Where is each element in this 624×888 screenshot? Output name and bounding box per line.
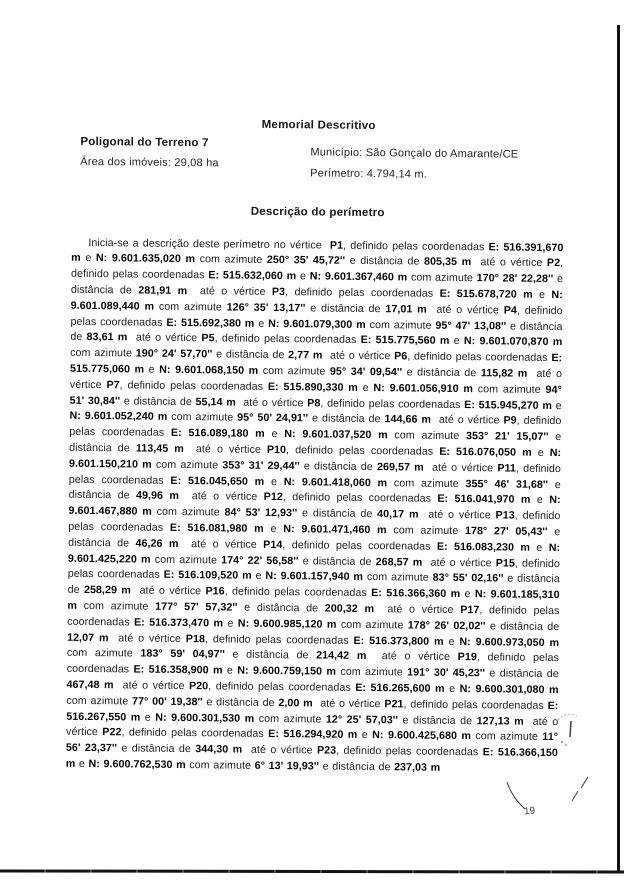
page-number: 19: [523, 805, 536, 818]
document-title: Memorial Descritivo: [261, 118, 376, 133]
scan-edge-right: [617, 25, 620, 871]
subject-info-block: [80, 136, 219, 169]
perimeter-paragraph: Inicia-se a descrição deste perímetro no vértice P1, definido pelas coordenadas E: 516.391,670 m e N: 9.601.635,020 m com azimute 250° 35' 45,72'' e distância de 805,35 m até o vértice P2, definido pelas coordenadas E: 515.632,060 m e N: 9.601.367,460 m com azimute 170° 28' 22,28'' e distância de 281,91 m até o vértice P3, definido pelas coordenadas E: 515.678,720 m e N: 9.601.089,440 m com azimute 126° 35' 13,17'' e distância de 17,01 m até o vértice P4, definido pelas coordenadas E: 515.692,380 m e N: 9.601.079,300 m com azimute 95° 47' 13,08'' e distância de 83,61 m até o vértice P5, definido pelas coordenadas E: 515.775,560 m e N: 9.601.070,870 m com azimute 190° 24' 57,70'' e distância de 2,77 m até o vértice P6, definido pelas coordenadas E: 515.775,060 m e N: 9.601.068,150 m com azimute 95° 34' 09,54'' e distância de 115,82 m até o vértice P7, definido pelas coordenadas E: 515.890,330 m e N: 9.601.056,910 m com azimute 94° 51' 30,84'' e distância de 55,14 m até o vértice P8, definido pelas coordenadas E: 515.945,270 m e N: 9.601.052,240 m com azimute 95° 50' 24,91'' e distância de 144,66 m até o vértice P9, definido pelas coordenadas E: 516.089,180 m e N: 9.601.037,520 m com azimute 353° 21' 15,07'' e distância de 113,45 m até o vértice P10, definido pelas coordenadas E: 516.076,050 m e N: 9.601.150,210 m com azimute 353° 31' 29,44'' e distância de 269,57 m até o vértice P11, definido pelas coordenadas E: 516.045,650 m e N: 9.601.418,060 m com azimute 355° 46' 31,68'' e distância de 49,96 m até o vértice P12, definido pelas coordenadas E: 516.041,970 m e N: 9.601.467,880 m com azimute 84° 53' 12,93'' e distância de 40,17 m até o vértice P13, definido pelas coordenadas E: 516.081,980 m e N: 9.601.471,460 m com azimute 178° 27' 05,43'' e distância de 46,26 m até o vértice P14, definido pelas coordenadas E: 516.083,230 m e N: 9.601.425,220 m com azimute 174° 22' 56,58'' e distância de 268,57 m até o vértice P15, definido pelas coordenadas E: 516.109,520 m e N: 9.601.157,940 m com azimute 83° 55' 02,16'' e distância de 258,29 m até o vértice P16, definido pelas coordenadas E: 516.366,360 m e N: 9.601.185,310 m com azimute 177° 57' 57,32'' e distância de 200,32 m até o vértice P17, definido pelas coordenadas E: 516.373,470 m e N: 9.600.985,120 m com azimute 178° 26' 02,02'' e distância de 12,07 m até o vértice P18, definido pelas coordenadas E: 516.373,800 m e N: 9.600.973,050 m com azimute 183° 59' 04,97'' e distância de 214,42 m até o vértice P19, definido pelas coordenadas E: 516.358,900 m e N: 9.600.759,150 m com azimute 191° 30' 45,23'' e distância de 467,48 m até o vértice P20, definido pelas coordenadas E: 516.265,600 m e N: 9.600.301,080 m com azimute 77° 00' 19,38'' e distância de 2,00 m até o vértice P21, definido pelas coordenadas E: 516.267,550 m e N: 9.600.301,530 m com azimute 12° 25' 57,03'' e distância de 127,13 m até o vértice P22, definido pelas coordenadas E: 516.294,920 m e N: 9.600.425,680 m com azimute 11° 56' 23,37'' e distância de 344,30 m até o vértice P23, definido pelas coordenadas E: 516.366,150 m e N: 9.600.762,530 m com azimute 6° 13' 19,93'' e distância de 237,03 m: [65, 236, 564, 774]
area-label: Área dos imóveis: 29,08 ha: [80, 155, 219, 170]
municipality-label: Município: São Gonçalo do Amarante/CE: [310, 146, 519, 161]
perimeter-label: Perímetro: 4.794,14 m.: [310, 167, 428, 181]
section-heading: Descrição do perímetro: [250, 205, 385, 220]
location-info-block: [310, 146, 518, 181]
polygon-label: Poligonal do Terreno 7: [80, 135, 209, 150]
